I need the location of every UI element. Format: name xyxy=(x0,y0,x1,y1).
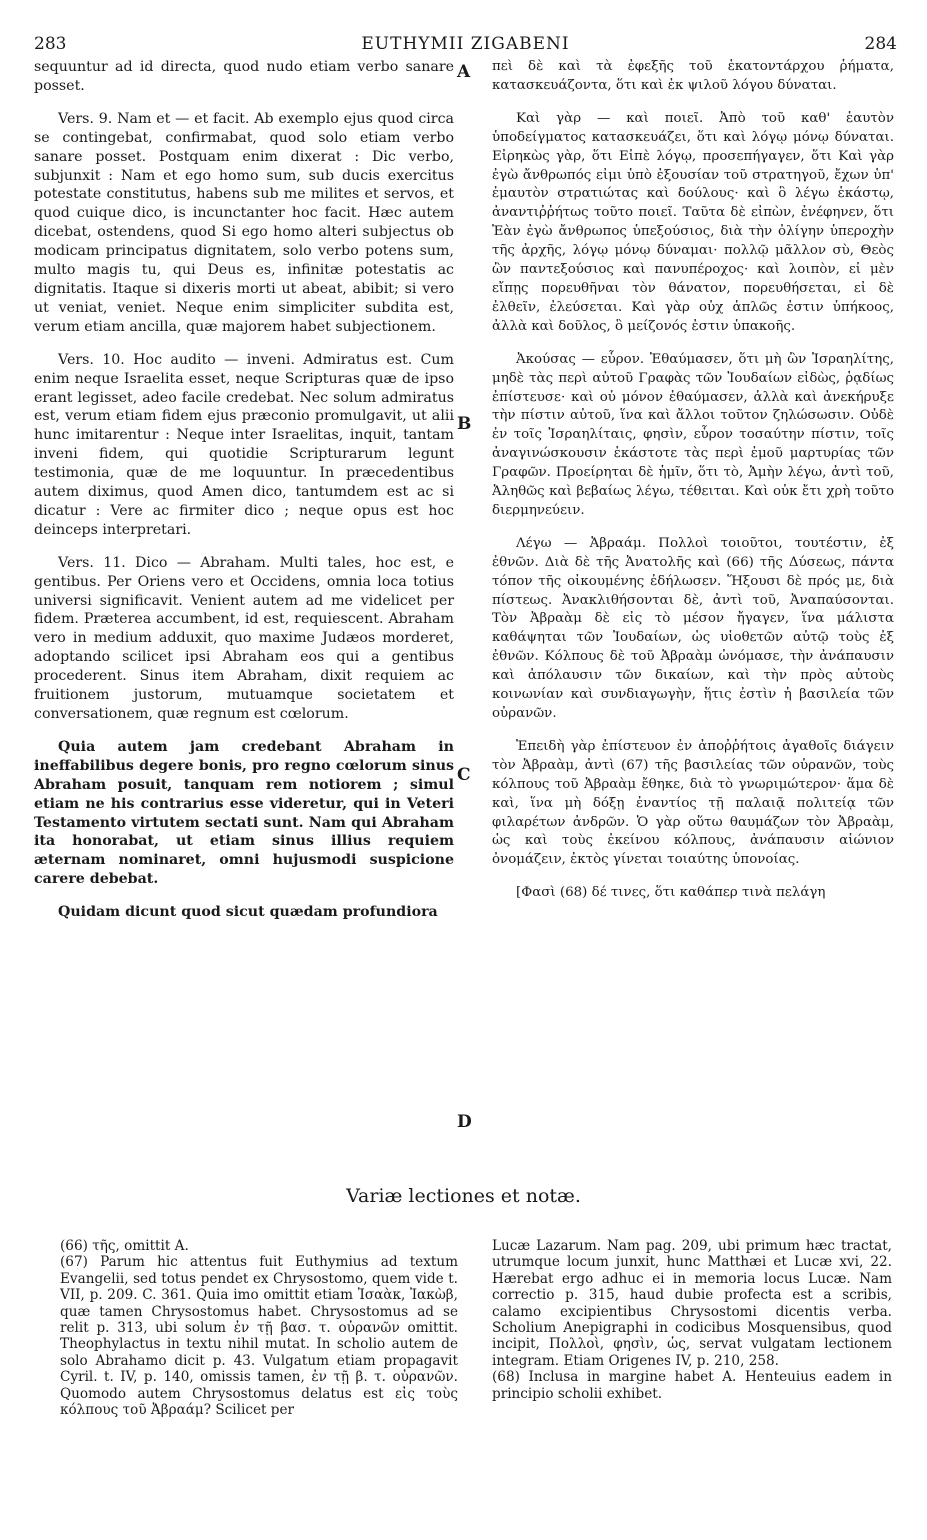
note-68: (68) Inclusa in margine habet A. Henteuius eadem in principio scholii exhibet. xyxy=(492,1369,892,1402)
note-66: (66) τῆς, omittit A. xyxy=(60,1238,189,1254)
notes-right-column xyxy=(492,1238,892,1402)
margin-letter-b: B xyxy=(457,414,472,434)
margin-letter-c: C xyxy=(457,765,471,785)
latin-paragraph: Vers. 10. Hoc audito — inveni. Admiratus est. Cum enim neque Israelita esset, neque Scripturas quæ de ipso erant legisset, adeo facile credebat. Nec solum admiratus est, verum etiam fidem ejus præconio promulgavit, ut alii hunc imitarentur : Neque inter Israelitas, inquit, tantam inveni fidem, qui quotidie Scripturarum legunt testimonia, quæ de me loquuntur. In præcedentibus autem diximus, quod Amen dico, tantumdem est ac si dicatur : Vere ac firmiter dico ; neque opus est hoc deinceps interpretari. xyxy=(34,351,454,538)
notes-title: Variæ lectiones et notæ. xyxy=(346,1185,581,1207)
note-67-continued: Lucæ Lazarum. Nam pag. 209, ubi primum hæc tractat, utrumque locum junxit, hunc Matthæi et Lucæ xvi, 22. Hærebat ergo adhuc ei in memoria locus Lucæ. Nam correctio p. 315, haud dubie profecta est a scribis, calamo excipientibus Chrysostomi dicentis verba. Scholium Anepigraphi in codicibus Mosquensibus, quod incipit, Πολλοὶ, φησὶν, ὡς, servat vulgatam lectionem integram. Etiam Origenes IV, p. 210, 258. xyxy=(492,1238,892,1369)
page-number-right: 284 xyxy=(864,34,897,54)
greek-paragraph: Λέγω — Ἀβραάμ. Πολλοὶ τοιοῦτοι, τουτέστιν, ἐξ ἐθνῶν. Διὰ δὲ τῆς Ἀνατολῆς καὶ (66) τῆς Δύσεως, πάντα τόπον τῆς οἰκουμένης ἐδήλωσεν. Ἥξουσι δὲ πρός με, διὰ πίστεως. Ἀνακλιθήσονται δὲ, ἀντὶ τοῦ, Ἀναπαύσονται. Τὸν Ἀβραὰμ δὲ εἰς τὸ μέσον ἤγαγεν, ἵνα μάλιστα καθάψηται τῶν Ἰουδαίων, ὡς υἱοθετῶν αὐτῷ τοὺς ἐξ ἐθνῶν. Κόλπους δὲ τοῦ Ἀβραὰμ ὠνόμασε, τὴν ἀνάπαυσιν καὶ ἀπόλαυσιν τῶν δικαίων, καὶ τὴν πρὸς αὐτοὺς κοινωνίαν καὶ συνδιαγωγὴν, ἥτις ἐστὶν ἡ βασιλεία τῶν οὐρανῶν. xyxy=(492,535,894,721)
greek-column xyxy=(492,58,894,903)
greek-paragraph: Καὶ γὰρ — καὶ ποιεῖ. Ἀπὸ τοῦ καθ' ἑαυτὸν ὑποδείγματος κατασκευάζει, ὅτι καὶ λόγῳ μόνῳ δύναται. Εἰρηκὼς γὰρ, ὅτι Εἰπὲ λόγῳ, προσεπήγαγεν, ὅτι Καὶ γὰρ ἐγὼ ἄνθρωπός εἰμι ὑπὸ ἐξουσίαν τοῦ στρατηγοῦ, ἔχων ὑπ' ἐμαυτὸν στρατιώτας καὶ δούλους· καὶ ὃ λέγω ἑκάστῳ, ἀναντιῤῥήτως τοῦτο ποιεῖ. Ταῦτα δὲ εἰπὼν, ἐνέφηνεν, ὅτι Ἐὰν ἐγὼ ἄνθρωπος ὑπεξούσιος, διὰ τὴν ὀλίγην ὑπεροχὴν τῆς ἀρχῆς, λόγῳ μόνῳ δύναμαι· πολλῷ μᾶλλον σὺ, Θεὸς ὢν παντεξούσιος καὶ πανυπέροχος· καὶ λοιπὸν, εἰ μὲν εἴπῃς πορευθῆναι τὸν θάνατον, πορευθήσεται, εἰ δὲ ἐλθεῖν, ἐλεύσεται. Καὶ γὰρ οὐχ ἁπλῶς ἐστιν ὑπήκοος, ἀλλὰ καὶ δοῦλος, ὃ μείζονός ἐστιν ὑπακοῆς. xyxy=(492,110,894,334)
note-67: (67) Parum hic attentus fuit Euthymius ad textum Evangelii, sed totus pendet ex Chrysostomo, quem vide t. VII, p. 209. C. 361. Quia imo omittit etiam Ἰσαὰκ, Ἰακὼβ, quæ tamen Chrysostomus habet. Chrysostomus ad se relit p. 313, ubi solum ἐν τῇ βασ. τ. οὐρανῶν omittit. Theophylactus in textu nihil mutat. In scholio autem de solo Abrahamo dicit p. 43. Vulgatum etiam propagavit Cyril. t. IV, p. 140, omissis tamen, ἐν τῇ β. τ. οὐρανῶν. Quomodo autem Chrysostomus delatus est εἰς τοὺς κόλπους τοῦ Ἀβραάμ? Scilicet per xyxy=(60,1254,458,1419)
running-title: EUTHYMII ZIGABENI xyxy=(361,34,570,54)
margin-letter-a: A xyxy=(457,62,471,82)
greek-paragraph: Ἀκούσας — εὗρον. Ἐθαύμασεν, ὅτι μὴ ὢν Ἰσραηλίτης, μηδὲ τὰς περὶ αὐτοῦ Γραφὰς τῶν Ἰουδαίων εἰδὼς, ῥᾳδίως ἐπίστευσε· καὶ οὐ μόνον ἐθαύμασεν, ἀλλὰ καὶ ἀνεκήρυξε τὴν πίστιν αὐτοῦ, ἵνα καὶ ἄλλοι τοῦτον ζηλώσωσιν. Οὐδὲ ἐν τοῖς Ἰσραηλίταις, φησὶν, εὗρον τοσαύτην πίστιν, τοῖς ἀναγινώσκουσιν ἑκάστοτε τὰς περὶ ἐμοῦ μαρτυρίας τῶν Γραφῶν. Προείρηται δὲ ἡμῖν, ὅτι τὸ, Ἀμὴν λέγω, ἀντὶ τοῦ, Ἀληθῶς καὶ βεβαίως λέγω, τέθειται. Καὶ οὐκ ἔτι χρὴ τοῦτο διερμηνεύειν. xyxy=(492,351,894,518)
notes-left-column xyxy=(60,1238,458,1418)
greek-paragraph: Ἐπειδὴ γὰρ ἐπίστευον ἐν ἀποῤῥήτοις ἀγαθοῖς διάγειν τὸν Ἀβραὰμ, ἀντὶ (67) τῆς βασιλείας τῶν οὐρανῶν, τοὺς κόλπους τοῦ Ἀβραὰμ ἔθηκε, διὰ τὸ γνωριμώτερον· ἅμα δὲ καὶ, ἵνα μὴ δόξῃ ἐναντίος τῇ παλαιᾷ πολιτείᾳ τῶν φιλαρέτων ἀνδρῶν. Ὁ γὰρ οὕτω θαυμάζων τὸν Ἀβραὰμ, ὡς καὶ τοὺς ἐκείνου κόλπους, ἀνάπαυσιν αἰώνιον ὀνομάζειν, ἐκτὸς γίνεται τοιαύτης ὑπονοίας. xyxy=(492,738,894,868)
latin-paragraph: Vers. 11. Dico — Abraham. Multi tales, hoc est, e gentibus. Per Oriens vero et Occidens, omnia loca totius universi significavit. Venient autem ad me videlicet per fidem. Præterea accumbent, id est, requiescent. Abraham vero in medium adduxit, quo maxime Judæos morderet, adoptando scilicet ipsi Abraham eos qui a gentibus procederent. Sinus item Abraham, dixit requiem ac fruitionem justorum, mutuamque societatem et conversationem, quæ regnum est cœlorum. xyxy=(34,554,454,722)
latin-paragraph: Quidam dicunt quod sicut quædam profundiora xyxy=(58,904,438,921)
running-head xyxy=(34,34,897,56)
greek-paragraph: πεὶ δὲ καὶ τὰ ἐφεξῆς τοῦ ἑκατοντάρχου ῥήματα, κατασκευάζοντα, ὅτι καὶ ἐκ ψιλοῦ λόγου δύναται. xyxy=(492,59,894,93)
latin-column xyxy=(34,58,454,922)
latin-paragraph: Quia autem jam credebant Abraham in ineffabilibus degere bonis, pro regno cœlorum sinus Abraham posuit, tanquam rem notiorem ; simul etiam ne his contrarius esse videretur, qui in Veteri Testamento virtutem sectati sunt. Nam qui Abraham ita honorabat, ut etiam sinus illius requiem æternam nominaret, omni hujusmodi suspicione carere debebat. xyxy=(34,738,454,888)
greek-paragraph: [Φασὶ (68) δέ τινες, ὅτι καθάπερ τινὰ πελάγη xyxy=(516,885,826,901)
latin-paragraph: Vers. 9. Nam et — et facit. Ab exemplo ejus quod circa se contingebat, confirmabat, quod solo etiam verbo sanare posset. Postquam enim dixerat : Dic verbo, subjunxit : Nam et ego homo sum, sub ducis exercitus potestate constitutus, habens sub me milites et servos, et quod cuique dico, is incunctanter hoc facit. Hæc autem dicebat, ostendens, quod Si ego homo alteri subjectus ob modicam principatus dignitatem, solo verbo potens sum, multo magis tu, qui Deus es, infinitæ potestatis ac dignitatis. Itaque si dixeris morti ut abeat, abibit; si vero ut veniat, veniet. Neque enim simpliciter subdita est, verum etiam ancilla, quæ majorem habet subjectionem. xyxy=(34,110,454,335)
margin-letter-d: D xyxy=(457,1112,472,1132)
latin-paragraph: sequuntur ad id directa, quod nudo etiam verbo sanare posset. xyxy=(34,59,454,94)
page-number-left: 283 xyxy=(34,34,67,54)
